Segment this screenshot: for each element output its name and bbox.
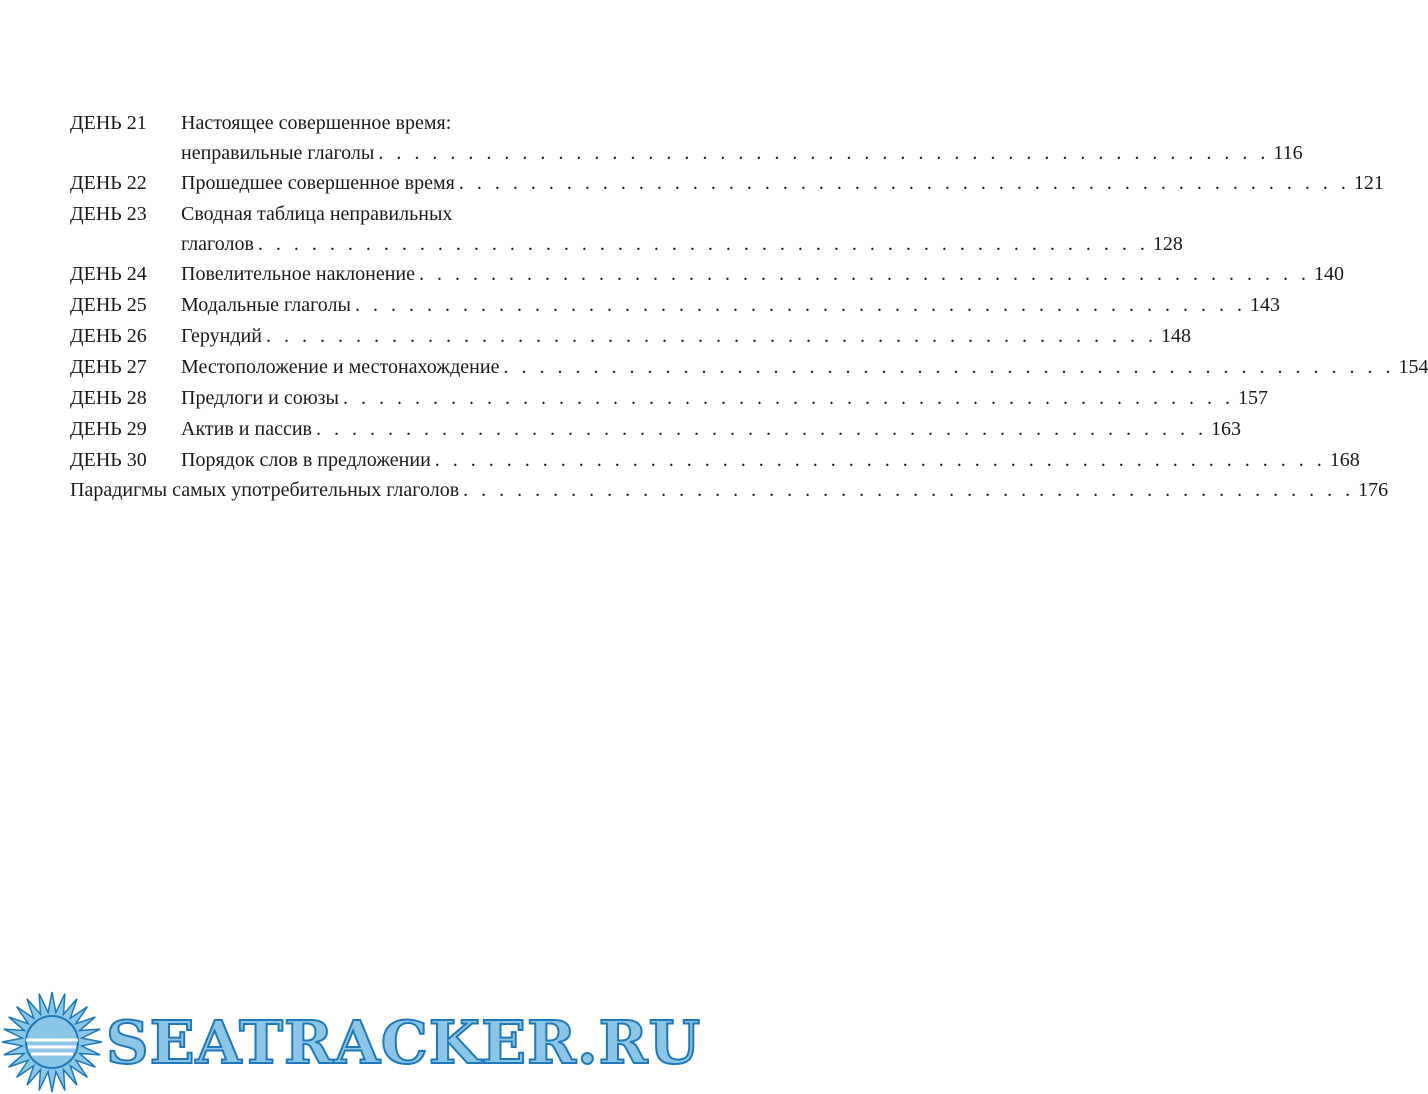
toc-leader: . . . . . . . . . . . . . . . . . . . . . . . . . . . . . . . . . . . . . . . . . . . . . . . . . .	[419, 263, 1311, 285]
toc-page-number: 121	[1353, 172, 1384, 194]
toc-title: Повелительное наклонение	[181, 263, 416, 285]
toc-day-label: ДЕНЬ 21	[70, 112, 147, 134]
toc-leader: . . . . . . . . . . . . . . . . . . . . . . . . . . . . . . . . . . . . . . . . . . . . . . . . . .	[378, 142, 1270, 164]
toc-title: Модальные глаголы	[181, 294, 351, 316]
toc-title: Герундий	[181, 325, 262, 347]
toc-entry[interactable]	[181, 230, 1183, 259]
toc-title: глаголов	[181, 233, 254, 255]
toc-leader: . . . . . . . . . . . . . . . . . . . . . . . . . . . . . . . . . . . . . . . . . . . . . . . . . .	[458, 172, 1350, 194]
toc-title: Местоположение и местонахождение	[181, 356, 500, 378]
toc-row	[70, 108, 606, 139]
toc-day-label: ДЕНЬ 23	[70, 203, 147, 225]
toc-row	[70, 445, 1360, 476]
toc-row	[70, 168, 1384, 199]
toc-leader: . . . . . . . . . . . . . . . . . . . . . . . . . . . . . . . . . . . . . . . . . . . . . . . . . .	[342, 387, 1234, 409]
toc-day-label: ДЕНЬ 22	[70, 172, 147, 194]
toc-entry[interactable]	[181, 259, 1345, 290]
toc-leader: . . . . . . . . . . . . . . . . . . . . . . . . . . . . . . . . . . . . . . . . . . . . . . . . . .	[434, 449, 1326, 471]
toc-entry[interactable]	[70, 476, 1389, 505]
toc-leader: . . . . . . . . . . . . . . . . . . . . . . . . . . . . . . . . . . . . . . . . . . . . . . . . . .	[503, 356, 1395, 378]
toc-row	[70, 290, 1280, 321]
toc-leader: . . . . . . . . . . . . . . . . . . . . . . . . . . . . . . . . . . . . . . . . . . . . . . . . . .	[354, 294, 1246, 316]
sun-icon	[2, 992, 102, 1092]
toc-row	[70, 259, 1345, 290]
toc-row	[70, 352, 1428, 383]
toc-entry[interactable]	[181, 445, 1360, 476]
toc-entry[interactable]	[181, 352, 1428, 383]
toc-leader: . . . . . . . . . . . . . . . . . . . . . . . . . . . . . . . . . . . . . . . . . . . . . . . . . .	[315, 418, 1207, 440]
toc-title: неправильные глаголы	[181, 142, 375, 164]
toc-page-number: 168	[1329, 449, 1360, 471]
toc-row	[70, 139, 1303, 168]
toc-entry[interactable]	[181, 383, 1268, 414]
toc-row	[70, 199, 606, 230]
toc-leader: . . . . . . . . . . . . . . . . . . . . . . . . . . . . . . . . . . . . . . . . . . . . . . . . . .	[265, 325, 1157, 347]
table-of-contents	[70, 108, 1428, 505]
toc-entry[interactable]	[181, 321, 1191, 352]
toc-row	[70, 414, 1241, 445]
toc-day-label: ДЕНЬ 24	[70, 263, 147, 285]
toc-title: Прошедшее совершенное время	[181, 172, 455, 194]
toc-title: Парадигмы самых употребительных глаголов	[70, 479, 460, 501]
toc-day-label: ДЕНЬ 27	[70, 356, 147, 378]
toc-page-number: 154	[1398, 356, 1428, 378]
toc-title: Предлоги и союзы	[181, 387, 339, 409]
toc-day-label: ДЕНЬ 29	[70, 418, 147, 440]
toc-title: Сводная таблица неправильных	[181, 203, 453, 225]
toc-leader: . . . . . . . . . . . . . . . . . . . . . . . . . . . . . . . . . . . . . . . . . . . . . . . . . .	[463, 479, 1355, 501]
toc-entry[interactable]	[181, 290, 1280, 321]
toc-page-number: 116	[1273, 142, 1303, 164]
toc-entry	[181, 199, 606, 230]
toc-day-label: ДЕНЬ 25	[70, 294, 147, 316]
toc-page-number: 157	[1237, 387, 1268, 409]
toc-title: Порядок слов в предложении	[181, 449, 431, 471]
toc-day-label: ДЕНЬ 28	[70, 387, 147, 409]
toc-entry[interactable]	[181, 168, 1384, 199]
toc-row-appendix	[70, 476, 1389, 505]
toc-row	[70, 230, 1183, 259]
toc-leader: . . . . . . . . . . . . . . . . . . . . . . . . . . . . . . . . . . . . . . . . . . . . . . . . . .	[257, 233, 1149, 255]
toc-row	[70, 383, 1268, 414]
toc-page-number: 163	[1210, 418, 1241, 440]
toc-row	[70, 321, 1191, 352]
watermark-text: SEATRACKER.RU	[106, 1008, 702, 1077]
toc-page-number: 148	[1160, 325, 1191, 347]
toc-page-number: 140	[1314, 263, 1345, 285]
toc-title: Настоящее совершенное время:	[181, 112, 452, 134]
toc-page-number: 143	[1249, 294, 1280, 316]
toc-day-label: ДЕНЬ 30	[70, 449, 147, 471]
toc-entry	[181, 108, 606, 139]
toc-day-label: ДЕНЬ 26	[70, 325, 147, 347]
toc-title: Актив и пассив	[181, 418, 312, 440]
toc-page-number: 128	[1152, 233, 1183, 255]
toc-entry[interactable]	[181, 139, 1303, 168]
toc-entry[interactable]	[181, 414, 1241, 445]
toc-page-number: 176	[1358, 479, 1389, 501]
